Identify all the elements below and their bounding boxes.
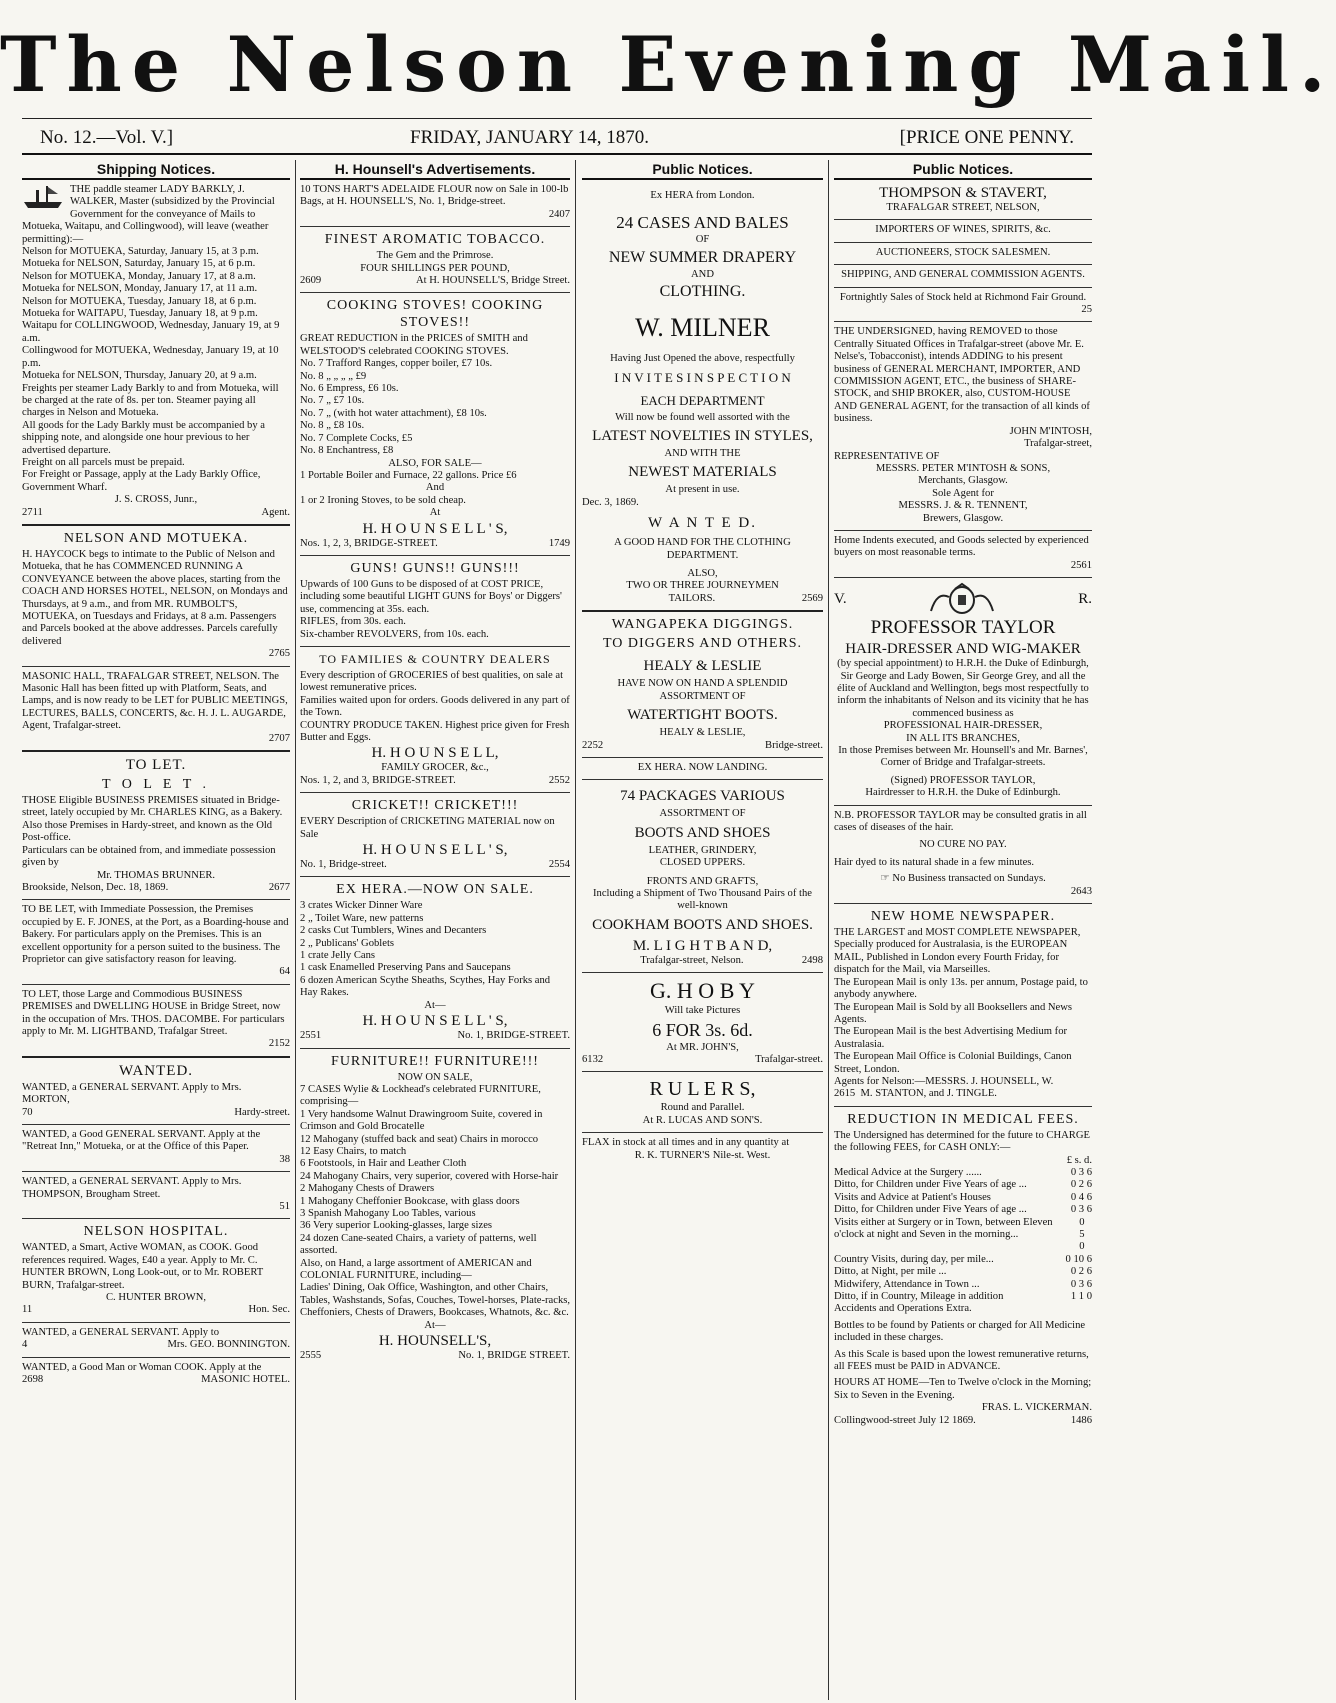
fee-amount: 0 2 6 (1070, 1266, 1092, 1278)
brewers-text: Brewers, Glasgow. (922, 512, 1004, 524)
dateline-rule (22, 153, 1092, 155)
pointing-hand-icon: ☞ (880, 873, 890, 885)
section-title: WANGAPEKA DIGGINGS. (611, 617, 794, 633)
ad-number: 2643 (1070, 885, 1092, 897)
ad-address: Trafalgar-street. (755, 1053, 823, 1065)
hera-item: 6 dozen American Scythe Sheaths, Scythes, Hay Forks and Hay Rakes. (300, 974, 551, 999)
removed-notice: THE UNDERSIGNED, having REMOVED to those Centrally Situated Offices in Trafalgar-street (above Mr. E. Nelse's, Tobacconist), intends ADDING to his present business of GENERAL MERCHANT, IMPORTER, AND COMMISSION AGENT, ETC., the business of SHARE-STOCK, and SHIP BROKER, also, CUSTOM-HOUSE AND GENERAL AGENT, for the transaction of all kinds of business. (834, 326, 1090, 425)
fee-label: Country Visits, during day, per mile... (834, 1253, 994, 1265)
ad-address: Trafalgar-street, Nelson. (640, 954, 744, 966)
ad-address: No. 1, BRIDGE STREET. (458, 1350, 570, 1362)
fee-row (834, 1254, 1092, 1266)
signature: H. HOUNSELL'S, (378, 1333, 492, 1350)
ad-address: Hardy-street. (234, 1106, 290, 1118)
ad-date: Brookside, Nelson, Dec. 18, 1869. (22, 881, 169, 893)
taylor-heading: PROFESSOR TAYLOR (870, 617, 1056, 639)
ad-address: No. 1, Bridge-street. (300, 859, 387, 871)
grocer-sub: FAMILY GROCER, &c., (381, 762, 489, 774)
steamer-notice: THE paddle steamer LADY BARKLY, J. WALKER, Master (subsidized by the Provincial Government for the conveyance of Mails to Motueka, Waitapu, and Collingwood), will leave (weather permitting):— (22, 184, 275, 245)
ad-number: 2552 (548, 774, 570, 786)
signature: H. H O U N S E L L, (371, 745, 499, 762)
opened-text: Having Just Opened the above, respectfully (610, 353, 795, 365)
tolet-notice: THOSE Eligible BUSINESS PREMISES situated in Bridge-street, lately occupied by Mr. CHARLES KING, as a Bakery. Also those Premises in Hardy-street, and known as the Old Post-office. (22, 795, 283, 844)
agent-title: Agent. (261, 506, 290, 518)
royal-crest-icon (927, 583, 997, 615)
cookham-heading: COOKHAM BOOTS AND SHOES. (592, 916, 813, 933)
fee-row (834, 1179, 1092, 1191)
prepaid-text: Freight on all parcels must be prepaid. (22, 456, 185, 468)
leather-text: LEATHER, GRINDERY, (648, 844, 757, 856)
ad-number: 2765 (268, 648, 290, 660)
ad-number: 2698 (22, 1374, 44, 1386)
families-notice: Every description of GROCERIES of best qualities, on sale at lowest remunerative prices. (300, 669, 564, 694)
fee-row (834, 1204, 1092, 1216)
hairdresser-to-text: Hairdresser to H.R.H. the Duke of Edinburgh. (865, 787, 1061, 799)
ad-number: 2711 (22, 506, 43, 518)
assortment-text: ASSORTMENT OF (659, 808, 746, 820)
section-title: NELSON HOSPITAL. (83, 1224, 229, 1240)
fee-row (834, 1291, 1092, 1303)
conveyance-notice: H. HAYCOCK begs to intimate to the Public of Nelson and Motueka, that he has COMMENCED RUNNING A CONVEYANCE between the above places, starting from the COACH AND HORSES HOTEL, NELSON, on Mondays and Thursdays, at 9 a.m., and from MR. RUMBOLT'S, MOTUEKA, on Tuesdays and Fridays, at 8 a.m. Passengers and Parcels booked at the above addresses. Parcels carefully delivered (22, 548, 288, 647)
stove-item: No. 7 Trafford Ranges, copper boiler, £7 10s. (300, 358, 493, 370)
newspaper-agents: M. STANTON, and J. TINGLE. (860, 1088, 997, 1100)
masthead-rule (22, 118, 1092, 119)
furniture-item: 1 Mahogany Cheffonier Bookcase, with glass doors (300, 1195, 520, 1207)
column-divider (828, 160, 829, 1700)
signature: H. H O U N S E L L ' S, (362, 842, 508, 859)
ad-number: 25 (1081, 304, 1092, 316)
sale-text: NOW ON SALE, (397, 1071, 473, 1083)
flour-notice: 10 TONS HART'S ADELAIDE FLOUR now on Sale in 100-lb Bags, at H. HOUNSELL'S, No. 1, Bridge-street. (300, 184, 569, 208)
ad-number: 2609 (300, 275, 322, 287)
furniture-item: 12 Mahogany (stuffed back and seat) Chairs in morocco (300, 1133, 539, 1145)
guns-notice: Upwards of 100 Guns to be disposed of at COST PRICE, including some beautiful LIGHT GUNS for Boys' or Diggers' use, commencing at 35s. each. (300, 578, 562, 615)
families-notice: Families waited upon for orders. Goods delivered in any part of the Town. (300, 694, 570, 719)
ad-number: 2569 (801, 592, 823, 604)
cricket-notice: EVERY Description of CRICKETING MATERIAL now on Sale (300, 816, 555, 840)
ad-number: 2555 (300, 1350, 322, 1362)
ad-number: 2615 (834, 1088, 856, 1100)
tobacco-price: FOUR SHILLINGS PER POUND, (360, 262, 510, 274)
branches-text: IN ALL ITS BRANCHES, (906, 732, 1020, 744)
scale-text: As this Scale is based upon the lowest remunerative returns, all FEES must be PAID in ADVANCE. (834, 1348, 1089, 1373)
section-title: NELSON AND MOTUEKA. (63, 530, 249, 546)
section-subtitle: T O L E T . (101, 777, 211, 793)
hoby-will: Will take Pictures (664, 1005, 741, 1017)
of-text: OF (695, 234, 710, 246)
furniture-including: Ladies' Dining, Oak Office, Washington, and other Chairs, Tables, Washstands, Sofas, Couches, Towel-horses, Plate-racks, Cheffoniers, Chests of Drawers, Bookcases, Whatnots, &c. &c. (300, 1282, 571, 1319)
fees-columns: £ s. d. (1066, 1154, 1092, 1166)
fee-label: Visits either at Surgery or in Town, between Eleven o'clock at night and Seven in the morning... (834, 1216, 1053, 1240)
signature: JOHN M'INTOSH, (1009, 425, 1092, 437)
column-hounsell (300, 160, 570, 1700)
signature: M. L I G H T B A N D, (632, 937, 773, 954)
representative-firm: MESSRS. PETER M'INTOSH & SONS, (875, 462, 1051, 474)
fees-accidents: Accidents and Operations Extra. (834, 1303, 972, 1315)
stove-item: No. 7 „ (with hot water attachment), £8 10s. (300, 407, 487, 419)
dateline (40, 127, 1074, 151)
issue-number: No. 12.—Vol. V.] (40, 127, 174, 148)
landing-heading: EX HERA. NOW LANDING. (637, 761, 768, 773)
ad-address: Nos. 1, 2, 3, BRIDGE-STREET. (300, 537, 438, 549)
fee-row (834, 1266, 1092, 1278)
furniture-item: 24 dozen Cane-seated Chairs, a variety of patterns, well assorted. (300, 1232, 537, 1257)
fee-label: Visits and Advice at Patient's Houses (834, 1191, 991, 1203)
newspaper-notice: THE LARGEST and MOST COMPLETE NEWSPAPER, Specially produced for Australasia, is the EUROPEAN MAIL, Published in London every Fourth Friday, for dispatch for the Mail, via Marseilles. (834, 927, 1081, 976)
fee-label: Ditto, at Night, per mile ... (834, 1266, 947, 1278)
furniture-item: 36 Very superior Looking-glasses, large sizes (300, 1220, 493, 1232)
present-text: At present in use. (665, 484, 740, 496)
tailors-text: TAILORS. (668, 592, 716, 604)
column-shipping (22, 160, 290, 1700)
signed-text: (Signed) PROFESSOR TAYLOR, (890, 774, 1036, 786)
ironing-text: 1 or 2 Ironing Stoves, to be sold cheap. (300, 494, 466, 506)
stove-item: No. 8 „ £8 10s. (300, 420, 365, 432)
furniture-item: 12 Easy Chairs, to match (300, 1145, 407, 1157)
wanted-notice: WANTED, a Good GENERAL SERVANT. Apply at the "Retreat Inn," Motueka, or at the Office of this Paper. (22, 1129, 261, 1153)
hera-item: 2 „ Publicans' Goblets (300, 937, 395, 949)
signature: MASONIC HOTEL. (201, 1374, 290, 1386)
furniture-item: 1 Very handsome Walnut Drawingroom Suite, covered in Crimson and Gold Brocatelle (300, 1108, 543, 1133)
section-title: TO LET. (125, 757, 187, 774)
hera-item: 1 cask Enamelled Preserving Pans and Saucepans (300, 962, 511, 974)
sailing-2: Nelson for MOTUEKA, Monday, January 17, at 8 a.m. (22, 270, 256, 282)
department-text: DEPARTMENT. (666, 549, 739, 561)
section-title: REDUCTION IN MEDICAL FEES. (847, 1111, 1079, 1127)
also-text: ALSO, FOR SALE— (388, 457, 482, 469)
fee-label: Midwifery, Attendance in Town ... (834, 1278, 980, 1290)
fee-row (834, 1279, 1092, 1291)
fee-amount: 0 3 6 (1070, 1204, 1092, 1216)
section-title: FINEST AROMATIC TOBACCO. (324, 232, 546, 248)
fee-label: Ditto, for Children under Five Years of age ... (834, 1204, 1027, 1216)
flax-at: R. K. TURNER'S Nile-st. West. (634, 1149, 771, 1161)
column-divider (295, 160, 296, 1700)
signature: FRAS. L. VICKERMAN. (981, 1402, 1092, 1414)
furniture-item: 3 Spanish Mahogany Loo Tables, various (300, 1207, 476, 1219)
ad-address: Nos. 1, 2, and 3, BRIDGE-STREET. (300, 774, 456, 786)
premises-text: In those Premises between Mr. Hounsell's and Mr. Barnes', Corner of Bridge and Trafalgar-streets. (838, 745, 1088, 769)
ad-number: 2152 (268, 1038, 290, 1050)
ad-date: Collingwood-street July 12 1869. (834, 1414, 976, 1426)
fronts-text: FRONTS AND GRAFTS, (646, 875, 759, 887)
furniture-lead: 7 CASES Wylie & Lockhead's celebrated FURNITURE, comprising— (300, 1083, 541, 1108)
hours-text: HOURS AT HOME—Ten to Twelve o'clock in the Morning; Six to Seven in the Evening. (834, 1377, 1092, 1401)
hospital-notice: WANTED, a Smart, Active WOMAN, as COOK. Good references required. Wages, £40 a year. Apply to Mr. C. HUNTER BROWN, Long Look-out, or to Mr. ROBERT BURN, Trafalgar-street. (22, 1242, 264, 1291)
also-text: ALSO, (687, 568, 718, 580)
section-subtitle: TO DIGGERS AND OTHERS. (602, 636, 803, 652)
ad-number: 51 (279, 1201, 290, 1213)
sailing-4: Nelson for MOTUEKA, Tuesday, January 18, at 6 p.m. (22, 295, 257, 307)
section-title: EX HERA.—NOW ON SALE. (336, 882, 534, 898)
section-title: WANTED. (118, 1062, 194, 1079)
newspaper-notice: The European Mail is Sold by all Booksellers and News Agents. (834, 1001, 1073, 1025)
stove-item: No. 6 Empress, £6 10s. (300, 383, 399, 395)
and-text: AND (691, 268, 714, 280)
column-divider (575, 160, 576, 1700)
thompson-address: TRAFALGAR STREET, NELSON, (886, 202, 1040, 213)
newspaper-notice: The European Mail is the best Advertising Medium for Australasia. (834, 1026, 1068, 1050)
representative-text: REPRESENTATIVE OF (834, 450, 940, 462)
section-title: FURNITURE!! FURNITURE!!! (331, 1053, 539, 1069)
hoby-heading: G. H O B Y (650, 978, 755, 1004)
signature: H. H O U N S E L L ' S, (362, 520, 508, 537)
cure-text: NO CURE NO PAY. (919, 839, 1007, 851)
furniture-item: 24 Mahogany Chairs, very superior, covered with Horse-hair (300, 1170, 559, 1182)
uppers-text: CLOSED UPPERS. (659, 857, 746, 869)
furniture-item: 2 Mahogany Chests of Drawers (300, 1183, 435, 1195)
ad-address: Trafalgar-street, (1024, 438, 1092, 450)
sailing-8: Motueka for NELSON, Thursday, January 20, at 9 a.m. (22, 370, 257, 382)
sailing-1: Motueka for NELSON, Saturday, January 15, at 6 p.m. (22, 258, 256, 270)
signature: Mrs. GEO. BONNINGTON. (167, 1339, 290, 1351)
masthead (0, 12, 1336, 117)
at-text: At— (424, 1319, 446, 1331)
sailing-5: Motueka for WAITAPU, Tuesday, January 18, at 9 p.m. (22, 308, 258, 320)
fee-amount: 0 5 0 (1079, 1216, 1085, 1253)
ad-number: 2407 (548, 208, 570, 220)
signature: HEALY & LESLIE, (659, 727, 746, 739)
fee-row (834, 1217, 1092, 1254)
signature: Mr. THOMAS BRUNNER. (96, 869, 216, 881)
column-public-notices-2 (834, 160, 1092, 1700)
issue-price: [PRICE ONE PENNY. (899, 127, 1074, 148)
wanted-notice: WANTED, a GENERAL SERVANT. Apply to Mrs. MORTON, (22, 1081, 242, 1106)
milner-heading: W. MILNER (635, 313, 770, 343)
sailing-0: Nelson for MOTUEKA, Saturday, January 15, at 3 p.m. (22, 246, 259, 258)
hera-item: 2 casks Cut Tumblers, Wines and Decanters (300, 925, 487, 937)
rifles-text: RIFLES, from 30s. each. (300, 616, 406, 628)
ad-number: 2707 (268, 732, 290, 744)
boiler-text: 1 Portable Boiler and Furnace, 22 gallons. Price £6 (300, 469, 517, 481)
sailing-7: Collingwood for MOTUEKA, Wednesday, January 19, at 10 p.m. (22, 345, 279, 369)
ad-number: 2677 (268, 881, 290, 893)
fee-row (834, 1192, 1092, 1204)
issue-date: FRIDAY, JANUARY 14, 1870. (410, 127, 649, 148)
nb-text: N.B. PROFESSOR TAYLOR may be consulted gratis in all cases of diseases of the hair. (834, 809, 1087, 834)
hera-item: 1 crate Jelly Cans (300, 950, 376, 962)
latest-text: LATEST NOVELTIES IN STYLES, (592, 428, 813, 445)
section-title: CRICKET!! CRICKET!!! (351, 798, 519, 814)
freight-text: Freights per steamer Lady Barkly to and from Motueka, will be charged at the rate of 8s. per ton. Steamer paying all charges in Nelson and Motueka. (22, 382, 279, 419)
furniture-item: 6 Footstools, in Hair and Leather Cloth (300, 1158, 467, 1170)
professional-text: PROFESSIONAL HAIR-DRESSER, (883, 720, 1043, 732)
ad-number: 64 (279, 966, 290, 978)
sailing-6: Waitapu for COLLINGWOOD, Wednesday, January 19, at 9 a.m. (22, 320, 280, 344)
representative-firm-sub: Merchants, Glasgow. (918, 475, 1008, 487)
boots-heading: WATERTIGHT BOOTS. (627, 707, 778, 724)
section-title: NEW HOME NEWSPAPER. (870, 909, 1056, 925)
indents-notice: Home Indents executed, and Goods selected by experienced buyers on most reasonable terms. (834, 534, 1089, 559)
wanted-notice: WANTED, a Good Man or Woman COOK. Apply at the (22, 1361, 262, 1373)
fee-amount: 0 3 6 (1070, 1278, 1092, 1290)
clothing-heading: CLOTHING. (659, 283, 746, 301)
steamer-icon (22, 184, 66, 210)
fee-amount: 1 1 0 (1070, 1291, 1092, 1303)
invites-text: I N V I T E S I N S P E C T I O N (614, 369, 791, 385)
hoby-at: At MR. JOHN'S, (666, 1041, 739, 1053)
rulers-sub: Round and Parallel. (660, 1102, 745, 1114)
fortnightly-text: Fortnightly Sales of Stock held at Richmond Fair Ground. (839, 291, 1087, 303)
ad-address: No. 1, BRIDGE-STREET. (457, 1030, 570, 1042)
ad-number: 70 (22, 1106, 33, 1118)
furniture-also: Also, on Hand, a large assortment of AMERICAN and COLONIAL FURNITURE, including— (300, 1257, 532, 1281)
section-header: Shipping Notices. (22, 160, 290, 180)
newspaper-title: The Nelson Evening Mail. (0, 20, 1336, 109)
at-text: At (429, 507, 441, 519)
section-title: TO FAMILIES & COUNTRY DEALERS (319, 651, 551, 666)
ad-date: Dec. 3, 1869. (582, 496, 639, 508)
sailing-3: Motueka for NELSON, Monday, January 17, at 11 a.m. (22, 283, 258, 295)
hera-item: 2 „ Toilet Ware, new patterns (300, 912, 424, 924)
tolet-notice: Particulars can be obtained from, and immediate possession given by (22, 844, 276, 869)
ad-address: Bridge-street. (765, 739, 823, 751)
sundays-text: No Business transacted on Sundays. (892, 873, 1046, 885)
column-public-notices-1 (582, 160, 823, 1700)
appointment-text: (by special appointment) to H.R.H. the Duke of Edinburgh, Sir George and Lady Bowen, Sir George Grey, and all the élite of Auckland and Wellington, begs most respectfully to inform the inhabitants of Nelson and its vicinity that he has commenced business as (837, 658, 1089, 719)
crest-letter-v: V. (834, 591, 847, 608)
royal-crest-row (834, 582, 1092, 616)
assorted-text: Will now be found well assorted with the (615, 411, 790, 423)
rulers-at: At R. LUCAS AND SON'S. (642, 1114, 763, 1126)
fee-amount: 0 2 6 (1070, 1179, 1092, 1191)
section-title: COOKING STOVES! COOKING STOVES!! (326, 298, 544, 331)
ad-number: 11 (22, 1304, 33, 1316)
journeymen-text: TWO OR THREE JOURNEYMEN (626, 580, 779, 592)
newspaper-notice: The European Mail Office is Colonial Buildings, Canon Street, London. (834, 1051, 1072, 1075)
fee-amount: 0 4 6 (1070, 1191, 1092, 1203)
each-text: EACH DEPARTMENT (640, 392, 765, 408)
wanted-notice: WANTED, a GENERAL SERVANT. Apply to Mrs. THOMPSON, Brougham Street. (22, 1176, 242, 1200)
including-text: Including a Shipment of Two Thousand Pairs of the well-known (593, 887, 812, 912)
healy-have: HAVE NOW ON HAND A SPLENDID (617, 678, 788, 690)
wanted-heading: W A N T E D. (647, 515, 757, 532)
agent-name: J. S. CROSS, Junr., (114, 494, 198, 506)
newspaper-notice: The European Mail is only 13s. per annum, Postage paid, to anybody anywhere. (834, 976, 1088, 1001)
produce-notice: COUNTRY PRODUCE TAKEN. Highest price given for Fresh Butter and Eggs. (300, 719, 570, 743)
sole-agent-text: Sole Agent for (932, 487, 994, 499)
newest-text: NEWEST MATERIALS (628, 464, 777, 481)
tolet-notice: TO BE LET, with Immediate Possession, the Premises occupied by E. F. JONES, at the Port, as a Boarding-house and Bakery. For particulars apply on the Premises. This is an excellent opportunity for a person suited to the business. The Proprietor can give satisfactory reason for leaving. (22, 904, 289, 965)
importers-text: IMPORTERS OF WINES, SPIRITS, &c. (875, 224, 1051, 236)
thompson-heading: THOMPSON & STAVERT, (879, 185, 1047, 201)
fees-intro: The Undersigned has determined for the future to CHARGE the following FEES, for CASH ONLY:— (834, 1129, 1090, 1154)
boots-shoes-heading: BOOTS AND SHOES (634, 824, 771, 841)
fee-amount: 0 10 6 (1065, 1253, 1092, 1265)
cases-heading: 24 CASES AND BALES (616, 213, 789, 233)
revolvers-text: Six-chamber REVOLVERS, from 10s. each. (300, 628, 489, 640)
bottles-text: Bottles to be found by Patients or charged for All Medicine included in these charges. (834, 1319, 1086, 1344)
stove-item: No. 7 „ £7 10s. (300, 395, 365, 407)
ad-number: 2554 (548, 859, 570, 871)
exhera-text: Ex HERA from London. (650, 190, 755, 201)
tobacco-sub: The Gem and the Primrose. (376, 250, 494, 262)
goods-text: All goods for the Lady Barkly must be accompanied by a shipping note, and alongside one hour previous to her advertised departure. (22, 419, 266, 456)
rulers-heading: R U L E R S, (649, 1078, 756, 1101)
ad-address: At H. HOUNSELL'S, Bridge Street. (415, 275, 570, 287)
ad-number: 2498 (801, 954, 823, 966)
dyed-text: Hair dyed to its natural shade in a few minutes. (834, 856, 1035, 868)
ad-number: 1486 (1070, 1414, 1092, 1426)
ad-number: 6132 (582, 1053, 604, 1065)
masonic-hall-notice: MASONIC HALL, TRAFALGAR STREET, NELSON. The Masonic Hall has been fitted up with Platform, Seats, and Lamps, and is now ready to be LET for PUBLIC MEETINGS, LECTURES, BALLS, CONCERTS, &c. H. J. L. AUGARDE, Agent, Trafalgar-street. (22, 670, 288, 732)
signature: H. H O U N S E L L ' S, (362, 1013, 508, 1030)
fee-label: Ditto, for Children under Five Years of age ... (834, 1179, 1027, 1191)
assortment-text: ASSORTMENT OF (659, 690, 746, 702)
at-text: At— (424, 999, 446, 1011)
flax-notice: FLAX in stock at all times and in any quantity at (582, 1137, 790, 1149)
ad-number: 1749 (548, 537, 570, 549)
crest-letter-r: R. (1078, 591, 1092, 608)
packages-heading: 74 PACKAGES VARIOUS (620, 788, 785, 805)
section-title: GUNS! GUNS!! GUNS!!! (350, 560, 520, 576)
section-header: Public Notices. (834, 160, 1092, 180)
signature: C. HUNTER BROWN, (105, 1292, 207, 1304)
stoves-notice: GREAT REDUCTION in the PRICES of SMITH and WELSTOOD'S celebrated COOKING STOVES. (300, 333, 528, 357)
wanted-notice: WANTED, a GENERAL SERVANT. Apply to (22, 1326, 219, 1338)
stove-item: No. 8 Enchantress, £8 (300, 445, 394, 457)
hand-text: A GOOD HAND FOR THE CLOTHING (614, 537, 791, 549)
healy-heading: HEALY & LESLIE (643, 658, 762, 675)
section-header: H. Hounsell's Advertisements. (300, 160, 570, 180)
tennent-text: MESSRS. J. & R. TENNENT, (898, 500, 1028, 512)
newspaper-notice: Agents for Nelson:—MESSRS. J. HOUNSELL, W. (834, 1075, 1054, 1087)
section-header: Public Notices. (582, 160, 823, 180)
apply-text: For Freight or Passage, apply at the Lady Barkly Office, Government Wharf. (22, 469, 261, 493)
with-text: AND WITH THE (664, 448, 741, 460)
ad-number: 2551 (300, 1030, 322, 1042)
hoby-price: 6 FOR 3s. 6d. (652, 1019, 753, 1040)
fee-amount: 0 3 6 (1070, 1166, 1092, 1178)
auction-text: AUCTIONEERS, STOCK SALESMEN. (875, 246, 1051, 258)
fee-label: Ditto, if in Country, Mileage in addition (834, 1291, 1004, 1303)
stove-item: No. 7 Complete Cocks, £5 (300, 432, 413, 444)
hairdresser-heading: HAIR-DRESSER AND WIG-MAKER (845, 641, 1081, 658)
drapery-heading: NEW SUMMER DRAPERY (608, 248, 797, 266)
hera-item: 3 crates Wicker Dinner Ware (300, 900, 423, 912)
fee-row (834, 1167, 1092, 1179)
signature-title: Hon. Sec. (248, 1304, 290, 1316)
and-text: And (425, 482, 445, 494)
fee-label: Medical Advice at the Surgery ...... (834, 1166, 982, 1178)
shipping-text: SHIPPING, AND GENERAL COMMISSION AGENTS. (841, 269, 1085, 281)
ad-number: 4 (22, 1339, 28, 1351)
ad-number: 2561 (1070, 559, 1092, 571)
ad-number: 2252 (582, 739, 604, 751)
stove-item: No. 8 „ „ „ „ £9 (300, 370, 367, 382)
ad-number: 38 (279, 1153, 290, 1165)
tolet-notice: TO LET, those Large and Commodious BUSINESS PREMISES and DWELLING HOUSE in Bridge Street, now in the occupation of Mrs. THOS. DACOMBE. For particulars apply to Mr. M. LIGHTBAND, Trafalgar Street. (22, 988, 285, 1037)
